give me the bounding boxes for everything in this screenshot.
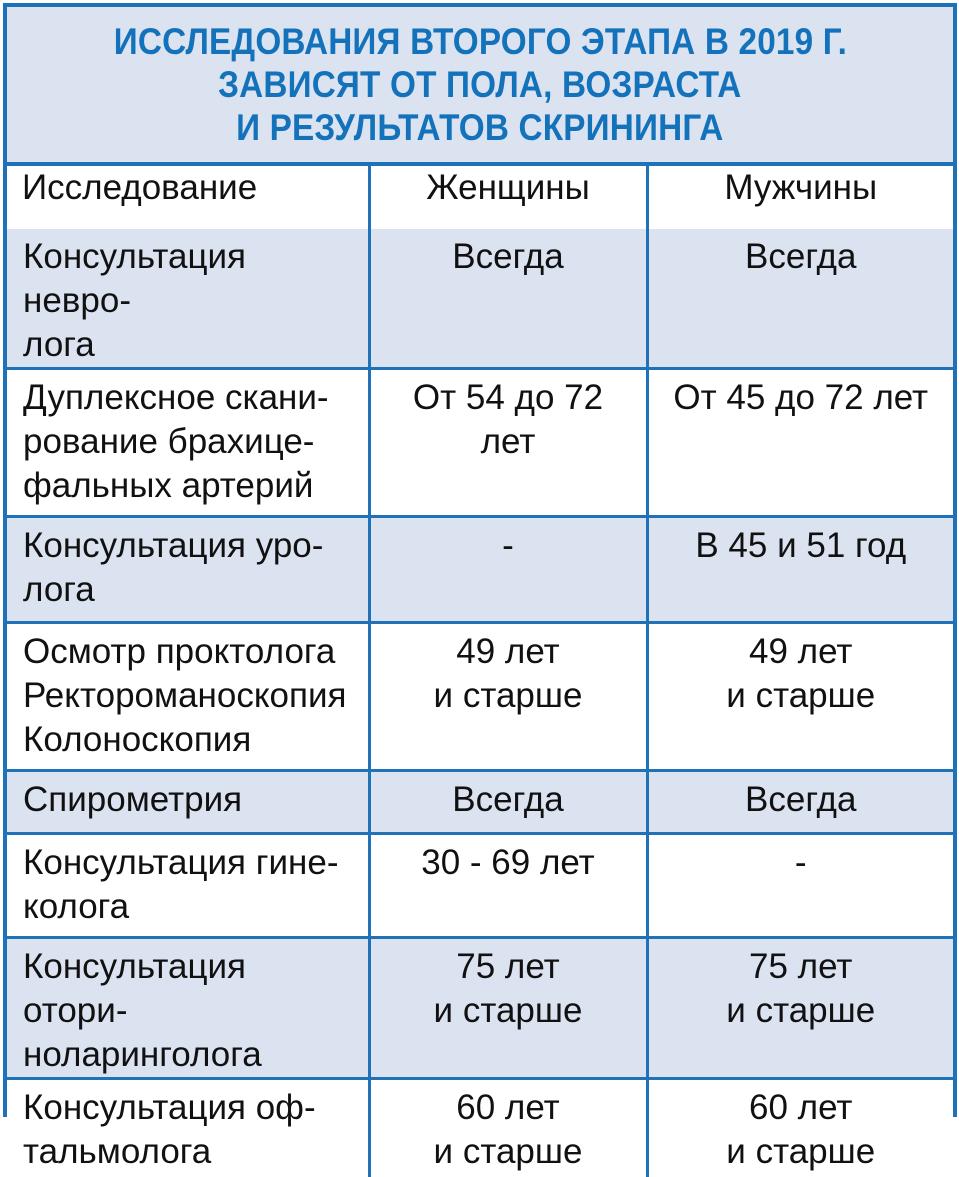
row-study-name [7,229,369,369]
cell-text-line: От 45 до 72 лет [673,378,929,417]
row-men-value [647,517,953,623]
cell-text-line: Дуплексное скани- [23,378,329,417]
row-study-name [7,1079,369,1177]
cell-text-line: лет [480,422,536,461]
row-men-value [647,369,953,517]
screening-table [7,166,953,1177]
cell-text-line: и старше [726,676,876,715]
row-women-value [369,834,647,938]
cell-text-line: От 54 до 72 [412,378,604,417]
cell-text-line: Консультация оф- [23,1088,316,1127]
table-row [7,517,953,623]
row-men-value [647,938,953,1079]
header-men: Мужчины [724,168,878,207]
title-line-1: ИССЛЕДОВАНИЯ ВТОРОГО ЭТАПА В 2019 Г. [113,21,847,62]
cell-text-line: 60 лет [749,1088,853,1127]
cell-text-line: 75 лет [456,947,560,986]
cell-text-line: ноларинголога [23,1035,262,1074]
cell-text-line: 49 лет [749,632,853,671]
row-men-value [647,623,953,771]
cell-text-line: лога [23,325,95,364]
cell-text-line: и старше [726,991,876,1030]
table-row [7,938,953,1079]
row-study-name [7,834,369,938]
row-women-value [369,229,647,369]
row-women-value [369,517,647,623]
table-row [7,834,953,938]
row-women-value [369,771,647,834]
table-row [7,623,953,771]
title-line-2: ЗАВИСЯТ ОТ ПОЛА, ВОЗРАСТА [218,64,742,105]
row-men-value [647,834,953,938]
row-study-name [7,369,369,517]
cell-text-line: Консультация уро- [23,526,324,565]
cell-text-line: Ректороманоскопия [23,676,347,715]
row-study-name [7,938,369,1079]
cell-text-line: Всегда [745,237,857,276]
row-men-value [647,1079,953,1177]
cell-text-line: колога [23,887,130,926]
title-line-3: И РЕЗУЛЬТАТОВ СКРИНИНГА [236,107,724,148]
cell-text-line: 75 лет [749,947,853,986]
cell-text-line: и старше [433,991,583,1030]
header-study: Исследование [7,166,369,229]
table-row [7,1079,953,1177]
cell-text-line: 60 лет [456,1088,560,1127]
table-row [7,369,953,517]
row-study-name [7,517,369,623]
cell-text-line: Всегда [452,780,564,819]
cell-text-line: Осмотр проктолога [23,632,336,671]
row-men-value [647,771,953,834]
title-block [7,7,953,166]
cell-text-line: Консультация гине- [23,843,339,882]
row-study-name [7,623,369,771]
row-women-value [369,369,647,517]
cell-text-line: - [794,843,807,882]
row-women-value [369,938,647,1079]
cell-text-line: Консультация невро- [23,237,246,320]
row-men-value [647,229,953,369]
infographic-frame [3,3,957,1171]
row-study-name [7,771,369,834]
cell-text-line: фальных артерий [23,466,314,505]
cell-text-line: тальмолога [23,1132,212,1171]
table-row [7,229,953,369]
cell-text-line: Всегда [745,780,857,819]
cell-text-line: и старше [433,676,583,715]
row-women-value [369,623,647,771]
cell-text-line: Всегда [452,237,564,276]
cell-text-line: и старше [726,1132,876,1171]
table-header-row [7,166,953,229]
cell-text-line: - [502,526,514,565]
cell-text-line: В 45 и 51 год [695,526,907,565]
cell-text-line: Колоноскопия [23,720,252,759]
cell-text-line: Консультация отори- [23,947,246,1030]
header-women: Женщины [369,166,647,229]
table-row [7,771,953,834]
cell-text-line: и старше [433,1132,583,1171]
cell-text-line: 49 лет [456,632,560,671]
cell-text-line: рование брахице- [23,422,315,461]
cell-text-line: лога [23,570,95,609]
cell-text-line: Спирометрия [23,780,243,819]
cell-text-line: 30 - 69 лет [421,843,595,882]
row-women-value [369,1079,647,1177]
